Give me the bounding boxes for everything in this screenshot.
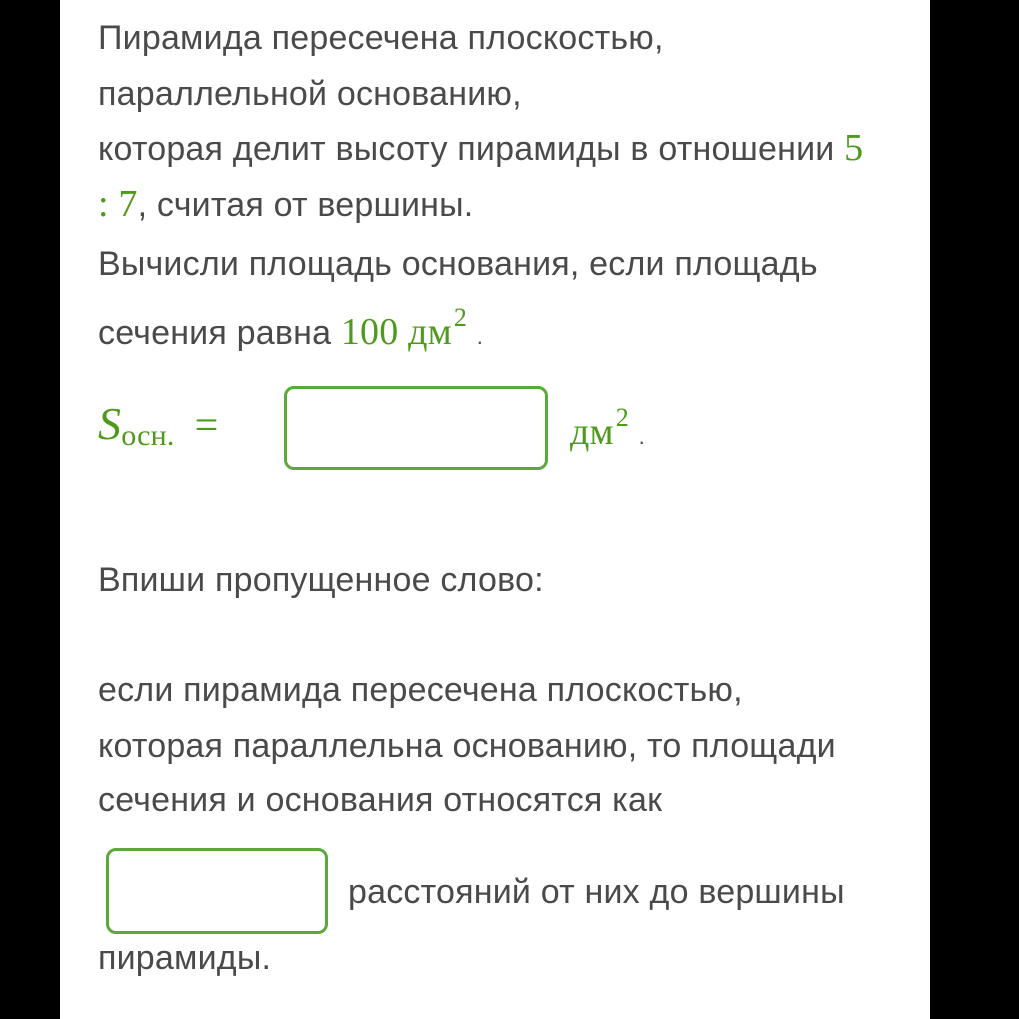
section-area-period: . [476, 324, 484, 349]
base-area-unit-group [570, 403, 645, 457]
fill-word-instruction: Впиши пропущенное слово: [98, 561, 544, 599]
base-area-period: . [638, 424, 645, 449]
ratio-colon: : [98, 183, 109, 225]
problem-line-3 [98, 128, 863, 169]
problem-line-4 [98, 184, 473, 225]
section-area-exponent: 2 [453, 303, 468, 332]
base-area-unit-exponent: 2 [615, 403, 629, 432]
base-area-input[interactable] [284, 386, 548, 470]
base-area-subscript: осн. [121, 419, 175, 452]
problem-line-6-text: сечения равна [98, 314, 341, 352]
section-area-unit: дм [408, 311, 452, 353]
fill-word-last-line: пирамиды. [98, 939, 272, 977]
problem-line-4-text: , считая от вершины. [137, 186, 474, 224]
problem-line-1: Пирамида пересечена плоскостью, [98, 19, 664, 57]
equals-sign: = [194, 403, 219, 449]
fill-word-line-1: если пирамида пересечена плоскостью, [98, 671, 743, 709]
base-area-unit: дм [570, 411, 614, 453]
ratio-first-number: 5 [844, 127, 864, 169]
missing-word-input[interactable] [106, 848, 328, 934]
fill-word-line-2: которая параллельна основанию, то площади [98, 727, 836, 765]
fill-word-after-input: расстояний от них до вершины [348, 873, 845, 911]
task-card [60, 0, 930, 1019]
fill-word-line-3: сечения и основания относятся как [98, 781, 663, 819]
section-area-value: 100 [340, 311, 399, 353]
base-area-equation [98, 398, 219, 452]
base-area-variable: S [98, 398, 122, 449]
problem-line-2: параллельной основанию, [98, 75, 522, 113]
problem-line-3-text: которая делит высоту пирамиды в отношении [98, 130, 845, 168]
problem-line-5: Вычисли площадь основания, если площадь [98, 245, 818, 283]
problem-line-6 [98, 303, 484, 357]
ratio-second-number: 7 [118, 183, 138, 225]
